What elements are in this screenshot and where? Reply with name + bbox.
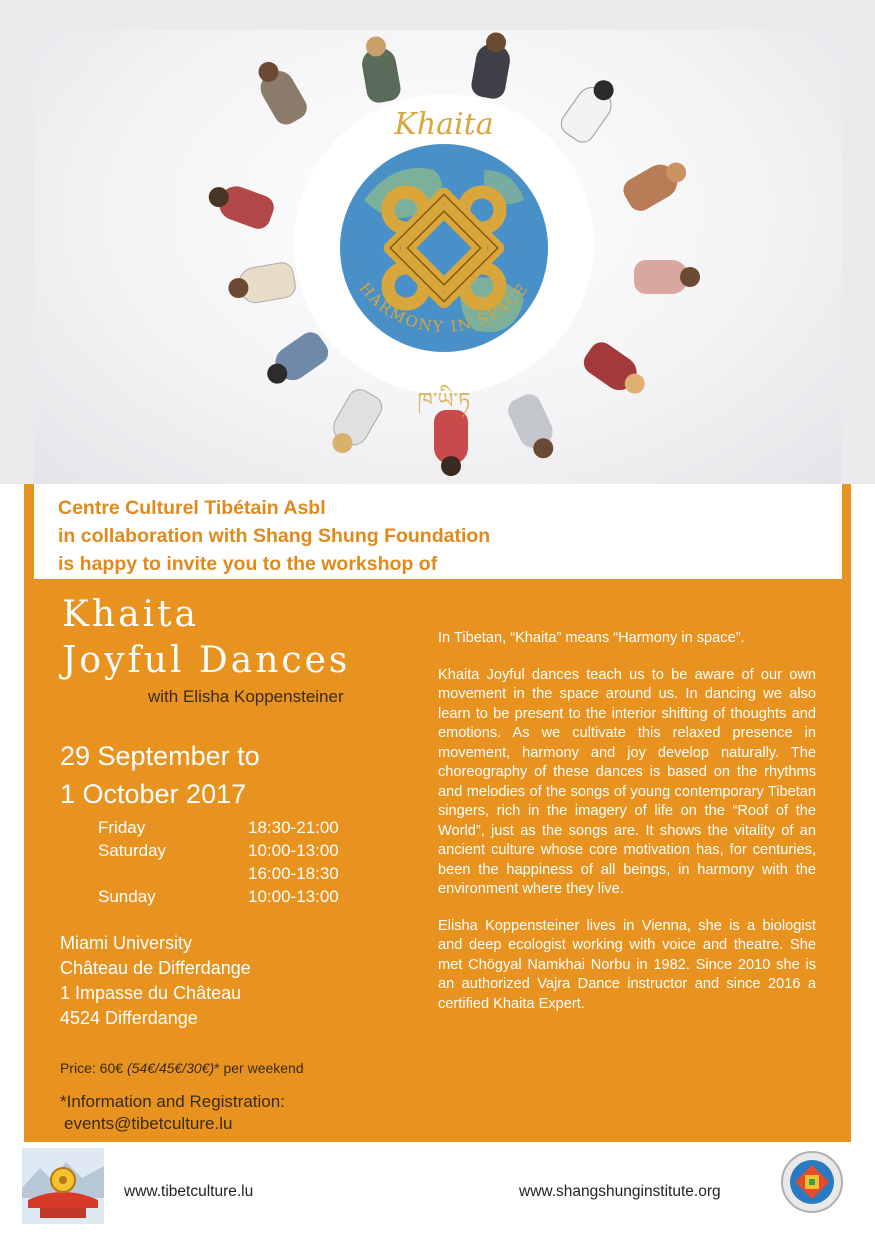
footer-right-url[interactable]: www.shangshunginstitute.org (519, 1183, 721, 1200)
schedule-time: 10:00-13:00 (248, 887, 339, 906)
info-email[interactable]: events@tibetculture.lu (64, 1114, 233, 1133)
schedule-row (98, 839, 339, 862)
info-label: *Information and Registration: (60, 1092, 285, 1111)
invite-line-2: in collaboration with Shang Shung Foundation (58, 525, 491, 547)
venue-line: 4524 Differdange (60, 1008, 198, 1028)
description-paragraph: Khaita Joyful dances teach us to be aware of our own movement in the space around us. In dancing we also learn to be present to the interior shifting of thoughts and emotions. As we cultivate this relaxed presence in movement, harmony and joy develop naturally. The choreography of these dances is based on the rhythms and melodies of the songs of young contemporary Tibetan singers, rich in the imagery of life on the “Roof of the World”, just as the songs are. It shows the vitality of an ancient culture whose core motivation has, for centuries, been the happiness of all beings, in harmony with the environment where they live. (438, 666, 816, 897)
schedule-day (98, 862, 248, 885)
schedule-day: Saturday (98, 841, 167, 860)
tibetan-script-mark: ཁ་ཡི་ཏ (417, 389, 471, 414)
schedule-time: 18:30-21:00 (248, 818, 339, 837)
title-line-2: Joyful Dances (62, 640, 351, 681)
venue-address (60, 931, 251, 1031)
invite-line-1: Centre Culturel Tibétain Asbl (58, 497, 326, 519)
schedule-row (98, 816, 339, 839)
schedule-day: Friday (98, 818, 146, 837)
emblem-top-text: Khaita (394, 107, 494, 142)
venue-line: Château de Differdange (60, 958, 251, 978)
description-paragraph: Elisha Koppensteiner lives in Vienna, she is a biologist and deep ecologist working with voice and theatre. She met Chögyal Namkhai Norbu in 1982. Since 2010 she is an authorized Vajra Dance instructor and since 2016 a certified Khaita Expert. (438, 917, 816, 1012)
khaita-emblem (34, 30, 842, 484)
schedule-row (98, 885, 339, 908)
instructor-line: with Elisha Koppensteiner (148, 687, 344, 706)
description-text (438, 629, 816, 1031)
venue-line: Miami University (60, 933, 193, 953)
venue-line: 1 Impasse du Château (60, 983, 242, 1003)
footer-left-url[interactable]: www.tibetculture.lu (124, 1183, 254, 1200)
price-line (60, 1060, 304, 1076)
schedule-table (98, 816, 339, 908)
hero-photo (34, 30, 842, 484)
schedule-time: 16:00-18:30 (248, 864, 339, 883)
date-line-1: 29 September to (60, 741, 260, 771)
description-paragraph: In Tibetan, “Khaita” means “Harmony in space”. (438, 630, 745, 646)
price-suffix: * per weekend (214, 1060, 304, 1076)
schedule-time: 10:00-13:00 (248, 841, 339, 860)
invite-line-3: is happy to invite you to the workshop of (58, 553, 438, 575)
schedule-day: Sunday (98, 887, 156, 906)
date-line-2: 1 October 2017 (60, 779, 247, 809)
invitation-band (34, 484, 842, 579)
title-line-1: Khaita (62, 594, 199, 635)
shang-shung-logo (780, 1150, 844, 1214)
tibet-culture-logo (22, 1148, 104, 1224)
schedule-row (98, 862, 339, 885)
price-reduced: (54€/45€/30€) (126, 1060, 215, 1076)
price-label: Price: 60€ (60, 1060, 127, 1076)
emblem-bottom-text: HARMONY IN SPACE (355, 279, 533, 337)
